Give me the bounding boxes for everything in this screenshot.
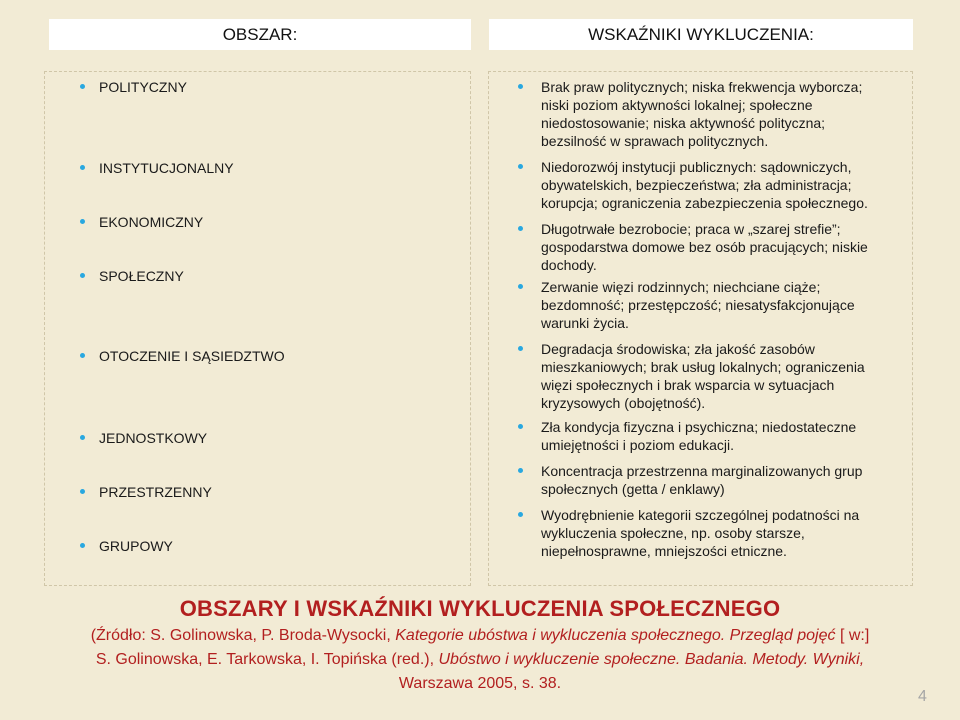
slide-title: OBSZARY I WSKAŹNIKI WYKLUCZENIA SPOŁECZNEGO [179,596,781,621]
bullet-icon [80,353,85,358]
area-item: PRZESTRZENNY [99,483,212,501]
bullet-icon [518,512,523,517]
indicators-header [489,19,913,50]
bullet-icon [518,346,523,351]
bullet-icon [518,164,523,169]
bullet-icon [80,435,85,440]
indicator-item: Degradacja środowiska; zła jakość zasobów mieszkaniowych; brak usług lokalnych; ograniczenia więzi społecznych i brak wsparcia w sytuacjach kryzysowych (obojętność). [541,340,891,412]
area-item: SPOŁECZNY [99,267,184,285]
bullet-icon [80,489,85,494]
area-header-label: OBSZAR: [222,24,298,44]
indicator-item: Zła kondycja fizyczna i psychiczna; niedostateczne umiejętności i poziom edukacji. [541,418,891,454]
indicator-item: Niedorozwój instytucji publicznych: sądowniczych, obywatelskich, bezpieczeństwa; zła administracja; korupcja; ograniczenia zabezpieczenia społecznego. [541,158,891,212]
page-number: 4 [918,688,927,705]
area-item: INSTYTUCJONALNY [99,159,234,177]
areas-panel [44,71,471,586]
area-item: OTOCZENIE I SĄSIEDZTWO [99,347,285,365]
indicator-item: Koncentracja przestrzenna marginalizowanych grup społecznych (getta / enklawy) [541,462,891,498]
indicator-item: Zerwanie więzi rodzinnych; niechciane ciąże; bezdomność; przestępczość; niesatysfakcjonujące warunki życia. [541,278,891,332]
area-header [49,19,471,50]
bullet-icon [518,424,523,429]
indicator-item: Długotrwałe bezrobocie; praca w „szarej strefie”; gospodarstwa domowe bez osób pracujących; niskie dochody. [541,220,891,274]
bullet-icon [518,284,523,289]
area-item: JEDNOSTKOWY [99,429,207,447]
indicators-header-label: WSKAŹNIKI WYKLUCZENIA: [588,24,814,44]
bullet-icon [80,543,85,548]
bullet-icon [80,165,85,170]
bullet-icon [80,84,85,89]
indicators-panel [488,71,913,586]
bullet-icon [518,226,523,231]
source-line-2: S. Golinowska, E. Tarkowska, I. Topińska (red.), Ubóstwo i wykluczenie społeczne. Badania. Metody. Wyniki, [95,651,865,668]
bullet-icon [80,273,85,278]
area-item: EKONOMICZNY [99,213,203,231]
area-item: GRUPOWY [99,537,173,555]
indicator-item: Wyodrębnienie kategorii szczególnej podatności na wykluczenia społeczne, np. osoby starsze, niepełnosprawne, mniejszości etniczne. [541,506,891,560]
source-line-1: (Źródło: S. Golinowska, P. Broda-Wysocki, Kategorie ubóstwa i wykluczenia społecznego. Przegląd pojęć [ w:] [90,627,870,644]
source-line-3: Warszawa 2005, s. 38. [398,675,562,692]
bullet-icon [518,468,523,473]
indicator-item: Brak praw politycznych; niska frekwencja wyborcza; niski poziom aktywności lokalnej; społeczne niedostosowanie; niska aktywność polityczna; bezsilność w sprawach politycznych. [541,78,891,150]
bullet-icon [518,84,523,89]
area-item: POLITYCZNY [99,78,187,96]
bullet-icon [80,219,85,224]
